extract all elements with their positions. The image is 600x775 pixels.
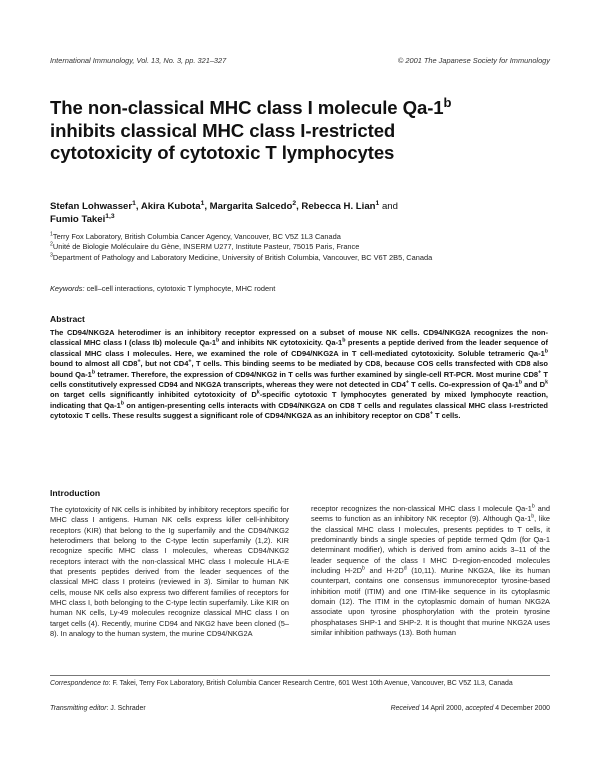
- received-accepted-dates: Received 14 April 2000, accepted 4 December 2000: [390, 705, 550, 712]
- footer-divider: [50, 675, 550, 676]
- journal-citation: International Immunology, Vol. 13, No. 3, pp. 321–327: [50, 56, 227, 65]
- author-name: Stefan Lohwasser: [50, 201, 133, 212]
- transmitting-editor: Transmitting editor: J. Schrader: [50, 705, 146, 712]
- author-name: Margarita Salcedo: [209, 201, 293, 212]
- abstract-heading: Abstract: [50, 314, 85, 324]
- affiliations: [50, 232, 450, 263]
- copyright-notice: © 2001 The Japanese Society for Immunology: [397, 56, 550, 65]
- affiliation: $^1$Terry Fox Laboratory, British Columbia Cancer Agency, Vancouver, BC V5Z 1L3 Canada: [50, 231, 341, 241]
- intro-left-column: The cytotoxicity of NK cells is inhibited by inhibitory receptors specific for MHC class I antigens. Human NK cells express killer cell-inhibitory receptors (KIR) that belong to the Ig superfamily and the CD94/NKG2 heterodimers that belong to the C-type lectin superfamily (1,2). KIR recognize specific MHC class I molecules, whereas CD94/NKG2 receptors interact with the non-classical MHC class I molecule HLA-E that presents peptides derived from the leader sequences of the classical MHC class I proteins (reviewed in 3). Similar to human NK cells, mouse NK cells also express two different families of receptors for MHC class I, both belonging to the C-type lectin superfamily. Like KIR on human NK cells, Ly-49 molecules recognize classical MHC class I on target cells (4). Recently, murine CD94 and NKG2 have been cloned (5–8). In analogy to the human system, the murine CD94/NKG2A: [50, 505, 289, 639]
- correspondence-note: Correspondence to: F. Takei, Terry Fox Laboratory, British Columbia Cancer Research Centre, 601 West 10th Avenue, Vancouver, BC V5Z 1L3, Canada: [50, 680, 513, 687]
- intro-right-column: receptor recognizes the non-classical MHC class I molecule Qa-1$^b$ and seems to function as an inhibitory NK receptor (9). Although Qa-1$^b$, like the classical MHC class I molecules, presents peptides to T cells, it predominantly binds a single species of peptide termed Qdm (for Qa-1 determinant modifier), which is derived from amino acids 3–11 of the leader sequence of the class I MHC D-region-encoded molecules including $H-2D^b$ and $H-2D^d$ (10,11). Murine NKG2A, like its human counterpart, contains one consensus immunoreceptor tyrosine-based inhibition motif (ITIM) and one ITIM-like sequence in its cytoplasmic domain (12). The ITIM in the cytoplasmic domain of human NKG2A associate upon tyrosine phosphorylation with the protein tyrosine phosphatases SHP-1 and SHP-2. It is thought that murine NKG2A uses similar inhibition pathways (13). Both human: [311, 503, 550, 638]
- affiliation: $^2$Unité de Biologie Moléculaire du Gène, INSERM U277, Institute Pasteur, 75015 Paris, France: [50, 241, 360, 252]
- introduction-heading: Introduction: [50, 488, 101, 498]
- affiliation: $^3$Department of Pathology and Laboratory Medicine, University of British Columbia, Vancouver, BC V6T 2B5, Canada: [50, 252, 433, 262]
- abstract-body: The CD94/NKG2A heterodimer is an inhibitory receptor expressed on a subset of mouse NK cells. CD94/NKG2A recognizes the non-classical MHC class I (class Ib) molecule Qa-1$^b$ and inhibits NK cytotoxicity. Qa-1$^b$ presents a peptide derived from the leader sequence of classical MHC class I molecules. Here, we examined the role of CD94/NKG2A in T cell-mediated cytotoxicity. Soluble tetrameric Qa-1$^b$ bound to almost all CD8+, but not CD4+, T cells. This binding seems to be mediated by CD8, because COS cells transfected with CD8 also bound Qa-1$^b$ tetramer. Therefore, the expression of CD94/NKG2 in T cells was further examined by single-cell RT-PCR. Most murine CD8+ T cells constitutively expressed CD94 and NKG2A transcripts, whereas they were not detected in CD4+ T cells. Co-expression of Qa-1$^b$ and $D^k$ on target cells significantly inhibited cytotoxicity of $D^k$-specific cytotoxic T lymphocytes generated by mixed lymphocyte reaction, indicating that Qa-1$^b$ on antigen-presenting cells interacts with CD94/NKG2A on CD8 T cells and regulates classical MHC class I-restricted cytotoxic T cells. These results suggest a significant role of CD94/NKG2A as an inhibitory receptor on CD8+ T cells.: [50, 328, 549, 421]
- author-list: Stefan Lohwasser$^1$, Akira Kubota$^1$, Margarita Salcedo$^2$, Rebecca H. Lian$^1$ and Fumio Takei$^{1,3}$: [50, 199, 398, 225]
- author-name: Rebecca H. Lian: [301, 201, 376, 212]
- article-title: The non-classical MHC class I molecule Qa-1$^b$ inhibits classical MHC class I-restricted cytotoxicity of cytotoxic T lymphocytes: [50, 94, 452, 163]
- author-name: Akira Kubota: [140, 201, 201, 212]
- author-name: Fumio Takei: [50, 214, 106, 225]
- keywords: Keywords: cell–cell interactions, cytotoxic T lymphocyte, MHC rodent: [50, 284, 276, 293]
